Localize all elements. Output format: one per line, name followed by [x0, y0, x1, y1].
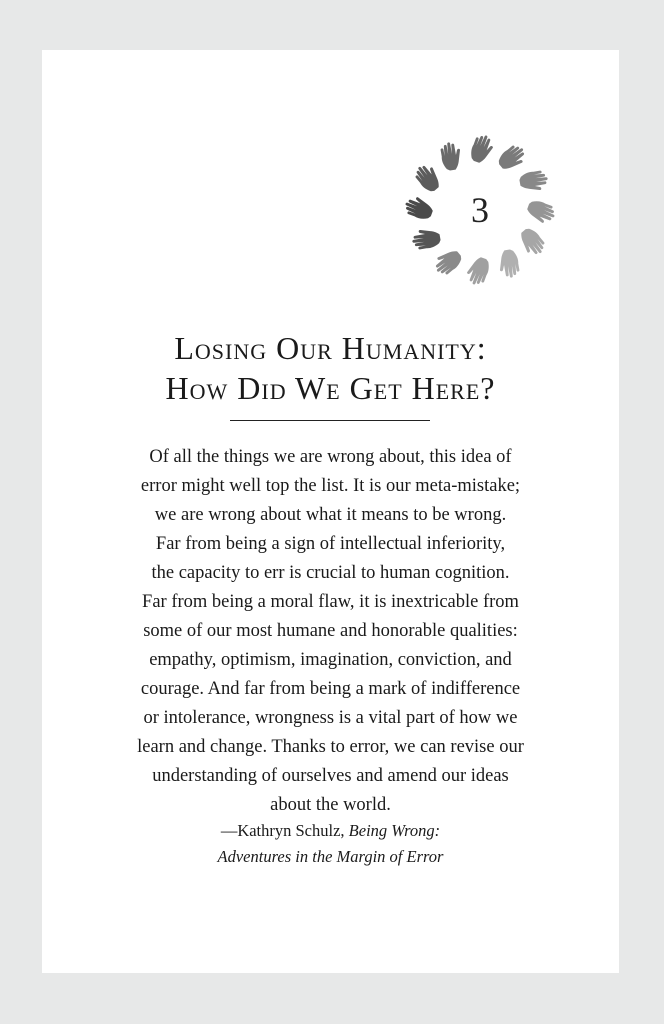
chapter-title-line-2: How Did We Get Here?: [165, 370, 496, 406]
quote-line: or intolerance, wrongness is a vital part of how we: [143, 708, 518, 728]
quote-line: some of our most humane and honorable qualities:: [143, 621, 518, 641]
book-page: [42, 50, 619, 973]
attribution-line-2: [42, 844, 619, 870]
quote-line: learn and change. Thanks to error, we can revise our: [137, 737, 524, 757]
attribution-book-title-part-1: Being Wrong:: [348, 821, 441, 840]
quote-line: empathy, optimism, imagination, conviction, and: [149, 650, 512, 670]
chapter-number: 3: [471, 190, 489, 230]
quote-line: about the world.: [270, 795, 391, 815]
quote-line: Of all the things we are wrong about, this idea of: [149, 447, 512, 467]
attribution-line-1: [42, 818, 619, 844]
epigraph-quote: [42, 443, 619, 820]
chapter-title: [42, 328, 619, 408]
quote-line: error might well top the list. It is our meta-mistake;: [140, 476, 521, 496]
title-divider: [230, 420, 430, 421]
epigraph-attribution: [42, 818, 619, 870]
attribution-book-title-part-2: Adventures in the Margin of Error: [217, 847, 444, 866]
quote-line: courage. And far from being a mark of indifference: [140, 679, 521, 699]
attribution-author: —Kathryn Schulz,: [220, 821, 349, 840]
quote-line: we are wrong about what it means to be wrong.: [154, 505, 507, 525]
quote-line: the capacity to err is crucial to human cognition.: [151, 563, 510, 583]
hands-circle-emblem: [400, 130, 560, 290]
quote-line: Far from being a moral flaw, it is inextricable from: [142, 592, 519, 612]
chapter-title-line-1: Losing Our Humanity:: [174, 330, 487, 366]
quote-line: understanding of ourselves and amend our ideas: [152, 766, 509, 786]
quote-line: Far from being a sign of intellectual inferiority,: [155, 534, 506, 554]
